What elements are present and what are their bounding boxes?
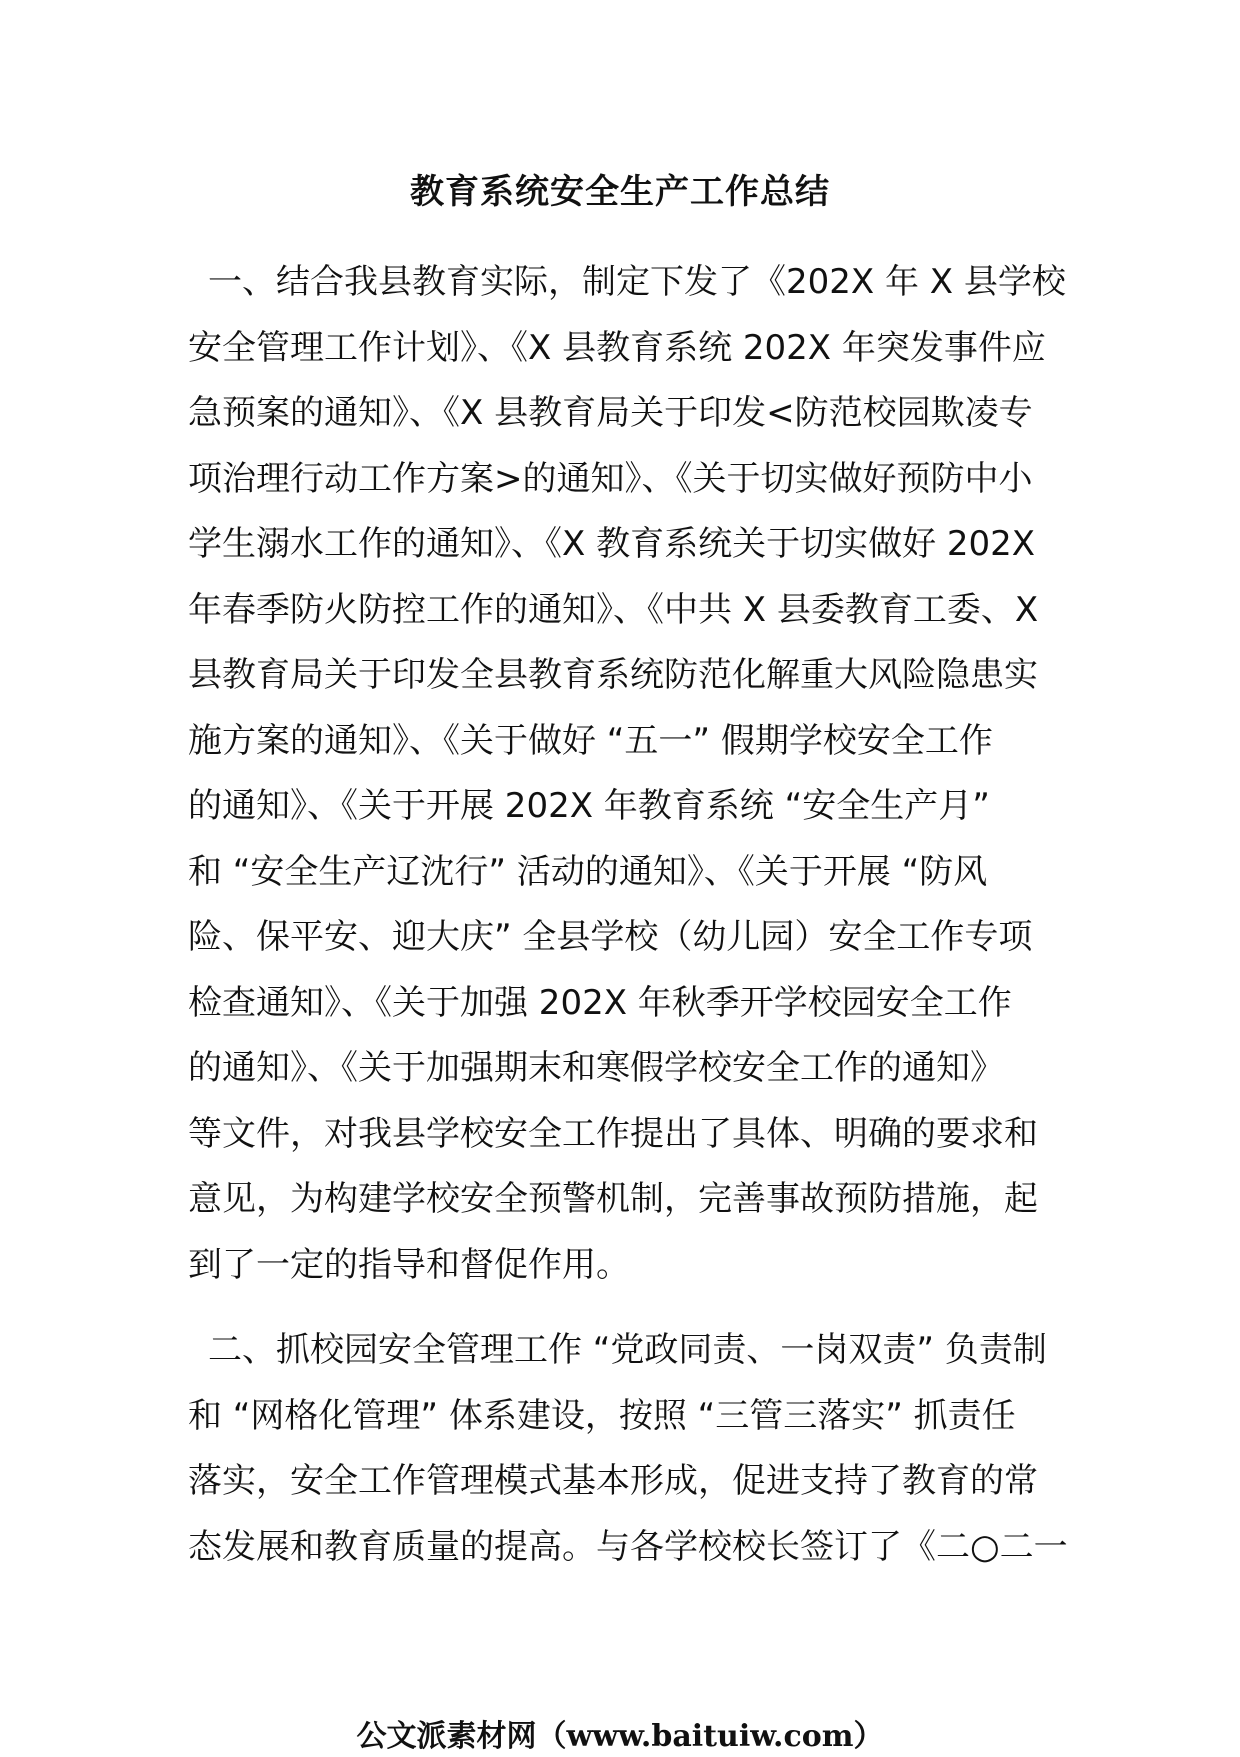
document-title: 教育系统安全生产工作总结 [410, 172, 830, 212]
paragraph-line: 态发展和教育质量的提高。与各学校校长签订了《二○二一 [188, 1526, 1068, 1567]
paragraph-line: 县教育局关于印发全县教育系统防范化解重大风险隐患实 [188, 655, 1038, 695]
paragraph-line: 的通知》、《关于加强期末和寒假学校安全工作的通知》 [188, 1048, 1004, 1088]
paragraph-line: 检查通知》、《关于加强 202X 年秋季开学校园安全工作 [188, 982, 1012, 1023]
paragraph-line: 等文件，对我县学校安全工作提出了具体、明确的要求和 [188, 1113, 1038, 1154]
paragraph-line: 险、保平安、迎大庆” 全县学校（幼儿园）安全工作专项 [188, 917, 1033, 957]
paragraph-line: 安全管理工作计划》、《X 县教育系统 202X 年突发事件应 [188, 327, 1046, 368]
paragraph-line: 学生溺水工作的通知》、《X 教育系统关于切实做好 202X [188, 524, 1036, 564]
paragraph-line: 项治理行动工作方案>的通知》、《关于切实做好预防中小 [188, 458, 1033, 499]
paragraph-1 [188, 250, 1068, 1298]
paragraph-line: 落实，安全工作管理模式基本形成，促进支持了教育的常 [188, 1461, 1038, 1501]
paragraph-line: 急预案的通知》、《X 县教育局关于印发<防范校园欺凌专 [188, 393, 1033, 433]
paragraph-line: 二、抓校园安全管理工作 “党政同责、一岗双责” 负责制 [208, 1330, 1047, 1370]
paragraph-line: 和 “安全生产辽沈行” 活动的通知》、《关于开展 “防风 [188, 851, 988, 892]
paragraph-2 [188, 1318, 1068, 1580]
paragraph-line: 和 “网格化管理” 体系建设，按照 “三管三落实” 抓责任 [188, 1395, 1016, 1436]
paragraph-line: 意见，为构建学校安全预警机制，完善事故预防措施，起 [188, 1179, 1038, 1219]
paragraph-line: 年春季防火防控工作的通知》、《中共 X 县委教育工委、X [188, 589, 1039, 630]
paragraph-line: 到了一定的指导和督促作用。 [188, 1244, 630, 1285]
paragraph-line: 的通知》、《关于开展 202X 年教育系统 “安全生产月” [188, 786, 990, 826]
paragraph-line: 一、结合我县教育实际，制定下发了《202X 年 X 县学校 [208, 262, 1066, 302]
footer-source: 公文派素材网（www.baituiw.com） [356, 1719, 884, 1754]
paragraph-line: 施方案的通知》、《关于做好 “五一” 假期学校安全工作 [188, 720, 993, 761]
